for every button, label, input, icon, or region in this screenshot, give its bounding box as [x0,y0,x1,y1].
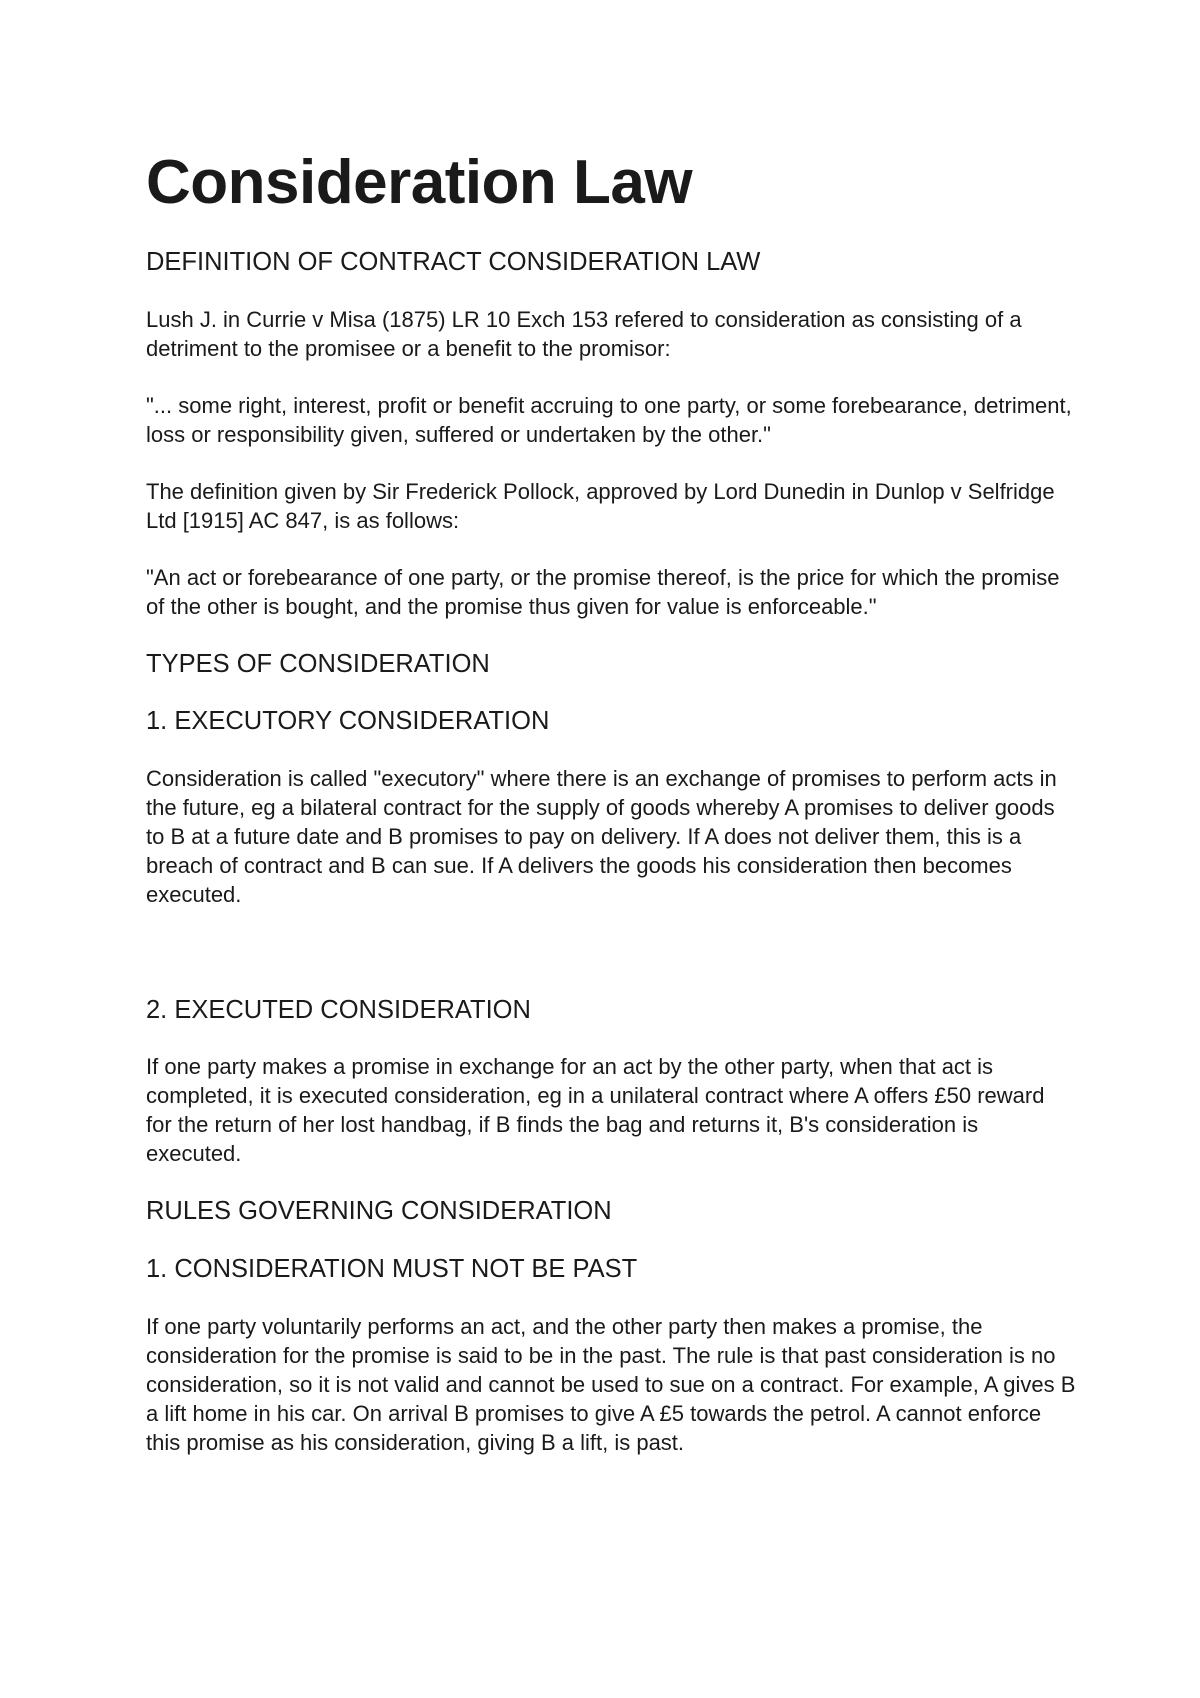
types-heading: TYPES OF CONSIDERATION [146,649,490,678]
section-spacer [146,937,1076,995]
definition-paragraph-1: Lush J. in Currie v Misa (1875) LR 10 Exch 153 refered to consideration as consisting of a detriment to the promisee or a benefit to the promisor: [146,306,1022,361]
executed-heading: 2. EXECUTED CONSIDERATION [146,995,531,1024]
definition-quote-2: "An act or forebearance of one party, or the promise thereof, is the price for which the promise of the other is bought, and the promise thus given for value is enforceable." [146,564,1060,619]
definition-paragraph-2: The definition given by Sir Frederick Pollock, approved by Lord Dunedin in Dunlop v Selfridge Ltd [1915] AC 847, is as follows: [146,478,1055,533]
executed-paragraph: If one party makes a promise in exchange for an act by the other party, when that act is completed, it is executed consideration, eg in a unilateral contract where A offers £50 reward for the return of her lost handbag, if B finds the bag and returns it, B's consideration is executed. [146,1054,1045,1167]
past-heading: 1. CONSIDERATION MUST NOT BE PAST [146,1255,638,1284]
document-page [146,150,1076,1485]
definition-quote-1: "... some right, interest, profit or benefit accruing to one party, or some forebearance, detriment, loss or responsibility given, suffered or undertaken by the other." [146,392,1072,447]
executory-paragraph: Consideration is called "executory" where there is an exchange of promises to perform acts in the future, eg a bilateral contract for the supply of goods whereby A promises to deliver goods to B at a future date and B promises to pay on delivery. If A does not deliver them, this is a breach of contract and B can sue. If A delivers the goods his consideration then becomes executed. [146,765,1057,907]
executory-heading: 1. EXECUTORY CONSIDERATION [146,707,550,736]
definition-heading: DEFINITION OF CONTRACT CONSIDERATION LAW [146,248,761,277]
past-paragraph: If one party voluntarily performs an act, and the other party then makes a promise, the consideration for the promise is said to be in the past. The rule is that past consideration is no consideration, so it is not valid and cannot be used to sue on a contract. For example, A gives B a lift home in his car. On arrival B promises to give A £5 towards the petrol. A cannot enforce this promise as his consideration, giving B a lift, is past. [146,1313,1076,1455]
rules-heading: RULES GOVERNING CONSIDERATION [146,1197,612,1226]
document-title: Consideration Law [146,148,693,217]
